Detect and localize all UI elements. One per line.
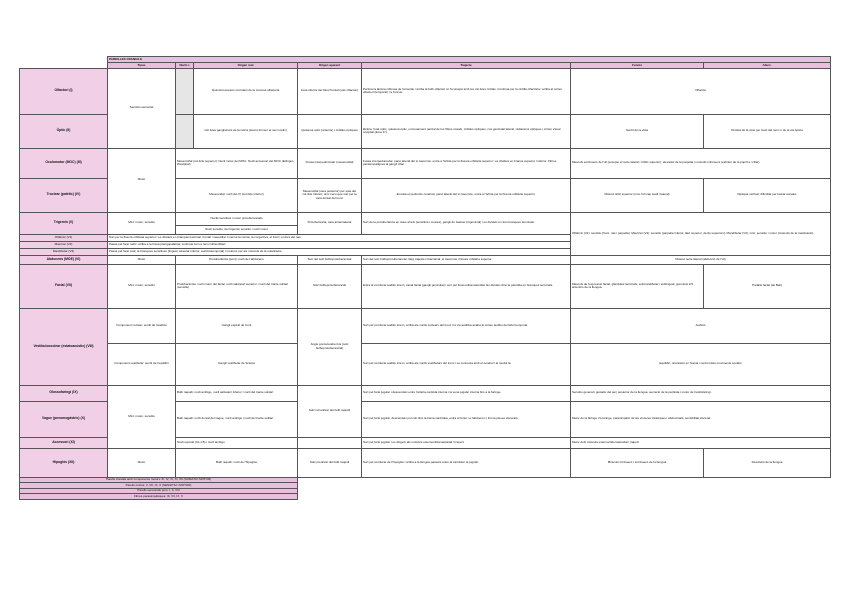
nerve-name: Abducens (MOE) (VI) xyxy=(20,255,108,264)
origen-aparent-cell: Protuberància, cara anterolateral xyxy=(298,212,362,234)
funcio-cell: Músculs de l'expressió facial, glàndules lacrimals, submandibular i sublingual; gust dels 2/3 anteriors de la llengua. xyxy=(571,264,704,308)
tipus-cell: Motor xyxy=(108,448,176,477)
tipus-cell: Sensitiu sensorial xyxy=(108,68,176,148)
origen-real-cell: Protuberància: nucli motor del facial, nucli salivatori superior i nucli del tracte solitari (sensitiu) xyxy=(176,264,298,308)
table-title: PAREILLES CRANIALE xyxy=(108,57,831,63)
origen-aparent-cell: Mesencèfal (cara posterior) per sota del col·licle inferior, únic nervi que surt per la cara dorsal del tronc xyxy=(298,178,362,212)
origen-real-cell: Quimiorreceptors cel·lulars de la mucosa olfactòria xyxy=(194,68,298,114)
funcio-cell: Sensitiu general i gustatiu del terç posterior de la llengua, secreció de la paròtida i motor de l'estilofaringi. xyxy=(571,385,831,401)
origen-aparent-cell: Solc preolivar del bulb raquidi xyxy=(298,448,362,477)
funcio-cell: Equilibri, orientació en l'espai i control dels moviments oculars xyxy=(571,343,831,385)
afeccio-cell: Paràlisi facial (de Bell) xyxy=(704,264,831,308)
nerve-name: Vestibulococlear (estatoacústic) (VIII) xyxy=(20,308,108,385)
nerve-name: Trigemin (V) xyxy=(20,212,108,234)
origen-real-cell: Protuberància (pont): nucli de l'abducens xyxy=(176,255,298,264)
tipus-cell: Motor xyxy=(108,148,176,212)
funcio-cell: Audició xyxy=(571,308,831,343)
header-afeccio: Afecc. xyxy=(704,63,831,69)
tipus-cell: Component vestibular: sentit de l'equilibri xyxy=(108,343,176,385)
header-origen-aparent: Origen aparent xyxy=(298,63,362,69)
trajecte-cell: Fossa interpeduncular, paret lateral del si cavernós, entra a l'òrbita per la fissura orbitària superior i es divideix en branca superior i inferior. Fibres parasimpàtiques al gangli ciliar. xyxy=(362,148,571,178)
trajecte-cell: Entra al conducte auditiu intern, canal facial (gangli geniculat) i surt pel forat estilomastoïdal. Es divideix dins la paròtida en branques terminals. xyxy=(362,264,571,308)
trajecte-cell: Passa pel forat rodó i arriba a la fossa pterigopalatina; continua com a nervi infraorbitari. xyxy=(108,241,571,248)
origen-real-cell: Nucli sensitiu, del trigemin sensitiu i nucli motor xyxy=(176,225,298,234)
trajecte-cell: Surt pel forat jugular i descendeix entre l'artèria caròtida interna i la vena jugular interna fins a la faringe. xyxy=(362,385,571,401)
funcio-cell: Músculs extrínsecs de l'ull (excepte el recte lateral i l'oblic superior), elevador de la parpella i músculs intrínsecs (esfínter de la pupil·la i ciliar). xyxy=(571,148,831,178)
afeccio-cell: Pèrdua de la visió per lesió del nervi o de la via òptica xyxy=(704,114,831,148)
nerve-name: Maxil·lar (V2) xyxy=(20,241,108,248)
origen-real-cell: Nuclis sensitius i motor protuberancials xyxy=(176,212,298,225)
funcio-cell: Oftàlmic (V1): sensitiu (front, nas i parpella). Maxil·lar (V2): sensitiu (parpella inferior, llavi superior, dents superiors). Mandibular (V3): mixt, sensitiu i motor (músculs de la masticació). xyxy=(571,212,831,255)
nerve-name: Hipoglòs (XII) xyxy=(20,448,108,477)
trajecte-cell: Surt per la fissura orbitària superior i es divideix en branques lacrimal, frontal i nasociliar. Innerva la còrnia, la conjuntiva, el front i el dors del nas. xyxy=(108,234,571,241)
afeccio-cell: Desviació de la llengua xyxy=(704,448,831,477)
table-row xyxy=(20,343,831,385)
tipus-cell: Motor xyxy=(108,255,176,264)
funcio-cell: Motor de la faringe i la laringe, parasimpàtic de les vísceres toràciques i abdominals; sensibilitat visceral. xyxy=(571,401,831,437)
funcio-cell: Sentit de la vista xyxy=(571,114,704,148)
header-tipus: Tipus xyxy=(108,63,176,69)
nerve-name: Troclear (patètic) (IV) xyxy=(20,178,108,212)
origen-real-cell: Mesencèfal: nucli del IV (col·licle inferior) xyxy=(176,178,298,212)
trajecte-cell: Surt pel forat jugular i es dirigeix als músculs esternoclidomastoidal i trapezi. xyxy=(362,437,571,448)
trajecte-cell: Surt pel forat jugular, descendeix pel coll dins la beina caròtidea, entra al tòrax i a l'abdomen i forma plexes viscerals. xyxy=(362,401,571,437)
header-trajecte: Trajecte xyxy=(362,63,571,69)
origen-real-cell: Gangli vestibular de Scarpa xyxy=(176,343,298,385)
origen-real-cell: Bulb raquidi: nucli ambigu, nucli salivatori inferior i nucli del tracte solitari xyxy=(176,385,298,401)
table-row xyxy=(20,212,831,225)
tipus-cell: Mixt: motor, sensitiu xyxy=(108,212,176,234)
header-funcio: Funció xyxy=(571,63,704,69)
table-row xyxy=(20,264,831,308)
origen-aparent-cell: Angle pontocerebel·lós (solc bulboprotuberancial) xyxy=(298,308,362,385)
trajecte-cell: Surt de la protuberància en dues arrels (sensitiva i motora), gangli de Gasser (trigeminal) i es divideix en tres branques terminals. xyxy=(362,212,571,234)
nerve-name: Oftàlmic (V1) xyxy=(20,234,108,241)
nerve-name: Olfactori (I) xyxy=(20,68,108,114)
origen-aparent-cell: Solc bulboprotuberancial xyxy=(298,264,362,308)
footer-note: Fibres parasimpàtiques: III, VII, IX, X xyxy=(20,494,298,500)
origen-real-cell: Bulb raquidi: nucli dorsal del vague, nucli ambigu i nucli del tracte solitari xyxy=(176,401,298,437)
origen-aparent-cell: Quiasma òptic (anterior) i cintilles òptiques xyxy=(298,114,362,148)
tipus-cell: Mixt: motor, sensitiu xyxy=(108,264,176,308)
header-origen-real: Origen real xyxy=(194,63,298,69)
table-row xyxy=(20,308,831,343)
trajecte-cell: Surt pel conducte auditiu intern, arriba als nuclis vestibulars del tronc i es connecta amb el cerebel i la medul·la. xyxy=(362,343,571,385)
trajecte-cell: Retina, forat òptic, quiasma òptic, encreuament parcial de les fibres nasals, cintilles òptiques, cos geniculat lateral, radiacions òptiques i còrtex visual occipital (àrea 17). xyxy=(362,114,571,148)
origen-real-cell: Cèl·lules ganglionars de la retina (axons formen el nervi òptic) xyxy=(194,114,298,148)
table-row xyxy=(20,448,831,477)
funcio-cell: Músculs intrínsecs i extrínsecs de la llengua xyxy=(571,448,704,477)
origen-real-cell: Mesencèfal (col·licle superior): Nucli motor del MOC. Nucli accessori del MOC (Edinger-Westphal) xyxy=(176,148,298,178)
origen-aparent-cell: Cara inferior del lòbul frontal (solc olfactori) xyxy=(298,68,362,114)
origen-real-cell: Nucli espinal (C1-C5) i nucli ambigu xyxy=(176,437,298,448)
nerve-name: Facial (VII) xyxy=(20,264,108,308)
funcio-cell: Múscul oblic superior (mou l'ull cap avall i lateral) xyxy=(571,178,704,212)
origen-real-cell: Gangli espiral de Corti xyxy=(176,308,298,343)
trajecte-cell: Envolta el peduncle cerebral, paret lateral del si cavernós, entra a l'òrbita per la fissura orbitària superior. xyxy=(362,178,571,212)
funcio-cell: Olfacció xyxy=(571,68,831,114)
trajecte-cell: Surt pel conducte auditiu intern, arriba als nuclis coclears del tronc i la via auditiva acaba al còrtex auditiu del lòbul temporal. xyxy=(362,308,571,343)
nerve-name: Òptic (II) xyxy=(20,114,108,148)
origen-aparent-cell: Surt del solc bulboprotuberancial xyxy=(298,255,362,264)
nerve-name: Oculomotor (MOC) (III) xyxy=(20,148,108,178)
nerve-name: Vague (pneumogàstric) (X) xyxy=(20,401,108,437)
origen-real-cell: Bulb raquidi: nucli de l'hipoglòs xyxy=(176,448,298,477)
table-row xyxy=(20,68,831,114)
origen-aparent-cell: Solc retroolivar del bulb raquidi xyxy=(298,385,362,437)
footer-note: Parells mixtos: V, VII, IX, X (SENSITIU I MOTOR) xyxy=(20,483,298,489)
table-row xyxy=(20,148,831,178)
funcio-cell: Múscul recte lateral (abducció de l'ull) xyxy=(571,255,831,264)
footer-note: Parells cranials amb components motors: III, IV, VI, XI, XII (SOMÀTIC MOTOR) xyxy=(20,477,298,483)
trajecte-cell: Passa pel forat oval; té branques sensitives (lingual, alveolar inferior, auriculotemporal) i motores per als músculs de la masticació. xyxy=(108,248,571,255)
afeccio-cell: Diplopia vertical, dificultat per baixar escales xyxy=(704,178,831,212)
cranial-nerves-table xyxy=(19,56,831,500)
nerve-name: Glossofaringi (IX) xyxy=(20,385,108,401)
funcio-cell: Motor dels músculs esternoclidomastoidal i trapezi xyxy=(571,437,831,448)
trajecte-cell: Surt pel conducte de l'hipoglòs i arriba a la llengua passant entre la caròtida i la jugular. xyxy=(362,448,571,477)
header-nucli: Nucli o xyxy=(176,63,194,69)
trajecte-cell: Perfora la làmina cribrosa de l'etmoide i arriba al bulb olfactori on fa sinapsi amb les cèl·lules mitrals. Continua per la cintilla olfactòria i arriba al còrtex olfactori (temporal) i a l'uncus. xyxy=(362,68,571,114)
table-row xyxy=(20,494,831,500)
tipus-cell: Component coclear: sentit de l'audició xyxy=(108,308,176,343)
nerve-name: Mandibular (V3) xyxy=(20,248,108,255)
table-row xyxy=(20,385,831,401)
footer-note: Parells sensorials purs: I, II, VIII xyxy=(20,488,298,494)
origen-aparent-cell: Fossa interpeduncular (mesencèfal) xyxy=(298,148,362,178)
tipus-cell: Mixt: motor, sensitiu xyxy=(108,385,176,448)
trajecte-cell: Surt del solc bulboprotuberancial, llarg trajecte intracranial, si cavernós i fissura orbitària superior. xyxy=(362,255,571,264)
table-row xyxy=(20,255,831,264)
nerve-name: Accessori (XI) xyxy=(20,437,108,448)
